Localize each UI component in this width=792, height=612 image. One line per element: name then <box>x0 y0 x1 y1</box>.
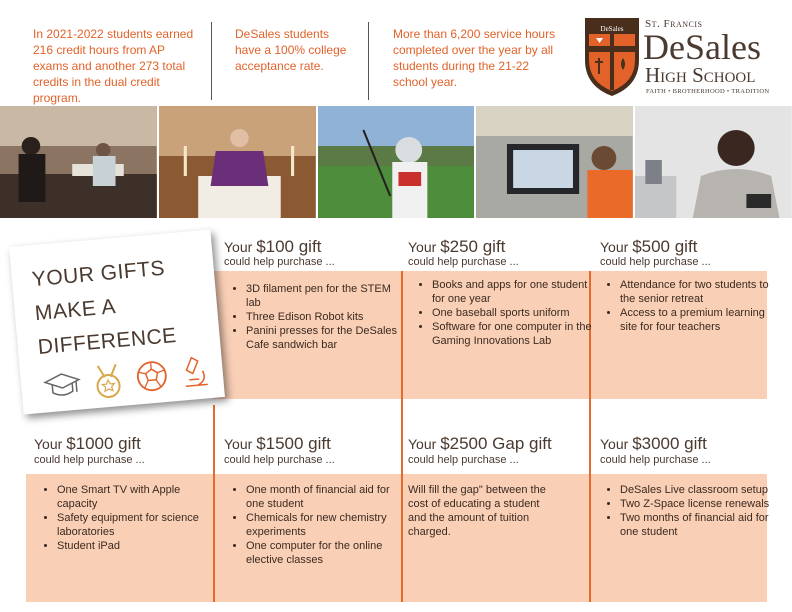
list-item: • Two months of financial aid for one student <box>620 511 770 539</box>
stat-credits: In 2021-2022 students earned 216 credit hours from AP exams and another 273 total credits in the dual credit program. <box>33 27 194 105</box>
gift-amount: $2500 Gap gift <box>440 434 552 453</box>
gift-prefix: Your <box>224 436 257 452</box>
divider <box>211 22 212 100</box>
gifts-card-line: YOUR GIFTS <box>30 256 166 292</box>
list-item: • Student iPad <box>57 539 212 553</box>
gift-prefix: Your <box>34 436 67 452</box>
photo-strip <box>0 106 792 218</box>
stat-acceptance: DeSales students have a 100% college acceptance rate. <box>235 27 347 73</box>
logo-desales: DeSales <box>643 27 761 67</box>
stat-service-hours: More than 6,200 service hours completed over the year by all students during the 21-22 school year. <box>393 27 556 89</box>
gifts-card-title <box>31 251 179 365</box>
logo-motto: FAITH • BROTHERHOOD • TRADITION <box>646 88 770 95</box>
list-item: • Panini presses for the DeSales Cafe sandwich bar <box>246 324 406 352</box>
list-item: • Books and apps for one student for one year <box>432 278 592 306</box>
photo-mass <box>159 106 316 218</box>
soccer-ball-icon <box>133 358 170 395</box>
medal-icon <box>90 362 127 401</box>
list-item: • One Smart TV with Apple capacity <box>57 483 212 511</box>
logo-st-francis: St. Francis <box>645 18 703 30</box>
list-item: • One month of financial aid for one student <box>246 483 396 511</box>
gift-prefix: Your <box>408 436 441 452</box>
logo-high-school: High School <box>645 63 756 87</box>
list-item: • Access to a premium learning site for four teachers <box>620 306 770 334</box>
list-item: • Two Z-Space license renewals <box>620 497 770 511</box>
school-crest-icon <box>583 16 641 98</box>
list-item: • 3D filament pen for the STEM lab <box>246 282 406 310</box>
gift-item-list <box>596 278 770 334</box>
divider <box>368 22 369 100</box>
gift-subtitle: could help purchase ... <box>408 256 519 268</box>
gift-subtitle: could help purchase ... <box>224 256 335 268</box>
gifts-card-line: DIFFERENCE <box>36 323 178 359</box>
list-item: • One computer for the online elective classes <box>246 539 396 567</box>
list-item: • DeSales Live classroom setup <box>620 483 770 497</box>
gift-subtitle: could help purchase ... <box>408 454 519 466</box>
gift-amount: $1000 gift <box>66 434 141 453</box>
gift-amount: $1500 gift <box>256 434 331 453</box>
list-item: • Attendance for two students to the senior retreat <box>620 278 770 306</box>
gift-subtitle: could help purchase ... <box>34 454 145 466</box>
gift-item-list <box>596 483 770 539</box>
gift-prefix: Your <box>600 239 633 255</box>
svg-text:DeSales: DeSales <box>600 25 624 33</box>
gift-item-list <box>33 483 212 553</box>
gift-subtitle: could help purchase ... <box>600 454 711 466</box>
gifts-card-line: MAKE A <box>33 295 117 326</box>
gift-prefix: Your <box>408 239 441 255</box>
list-item: • One baseball sports uniform <box>432 306 592 320</box>
gift-item-list <box>408 278 592 348</box>
gift-amount: $500 gift <box>632 237 698 256</box>
microscope-icon <box>177 352 212 391</box>
list-item: • Safety equipment for science laboratories <box>57 511 212 539</box>
column-divider <box>213 405 215 602</box>
school-logo <box>583 16 778 98</box>
list-item: • Three Edison Robot kits <box>246 310 406 324</box>
graduation-cap-icon <box>42 369 82 402</box>
photo-gaming-lab <box>476 106 633 218</box>
list-item: • Software for one computer in the Gaming Innovations Lab <box>432 320 592 348</box>
list-item: • Chemicals for new chemistry experiments <box>246 511 396 539</box>
gift-amount: $3000 gift <box>632 434 707 453</box>
photo-robotics <box>635 106 792 218</box>
gift-subtitle: could help purchase ... <box>224 454 335 466</box>
photo-lacrosse <box>318 106 475 218</box>
gift-prefix: Your <box>600 436 633 452</box>
gifts-card <box>9 230 225 415</box>
gift-subtitle: could help purchase ... <box>600 256 711 268</box>
gift-prefix: Your <box>224 239 257 255</box>
photo-science-lab <box>0 106 157 218</box>
gift-amount: $250 gift <box>440 237 506 256</box>
gift-item-list <box>222 282 406 352</box>
gift-amount: $100 gift <box>256 237 322 256</box>
gift-item-list <box>222 483 396 567</box>
gift-description: Will fill the gap" between the cost of educating a student and the amount of tuition charged. <box>408 484 546 538</box>
